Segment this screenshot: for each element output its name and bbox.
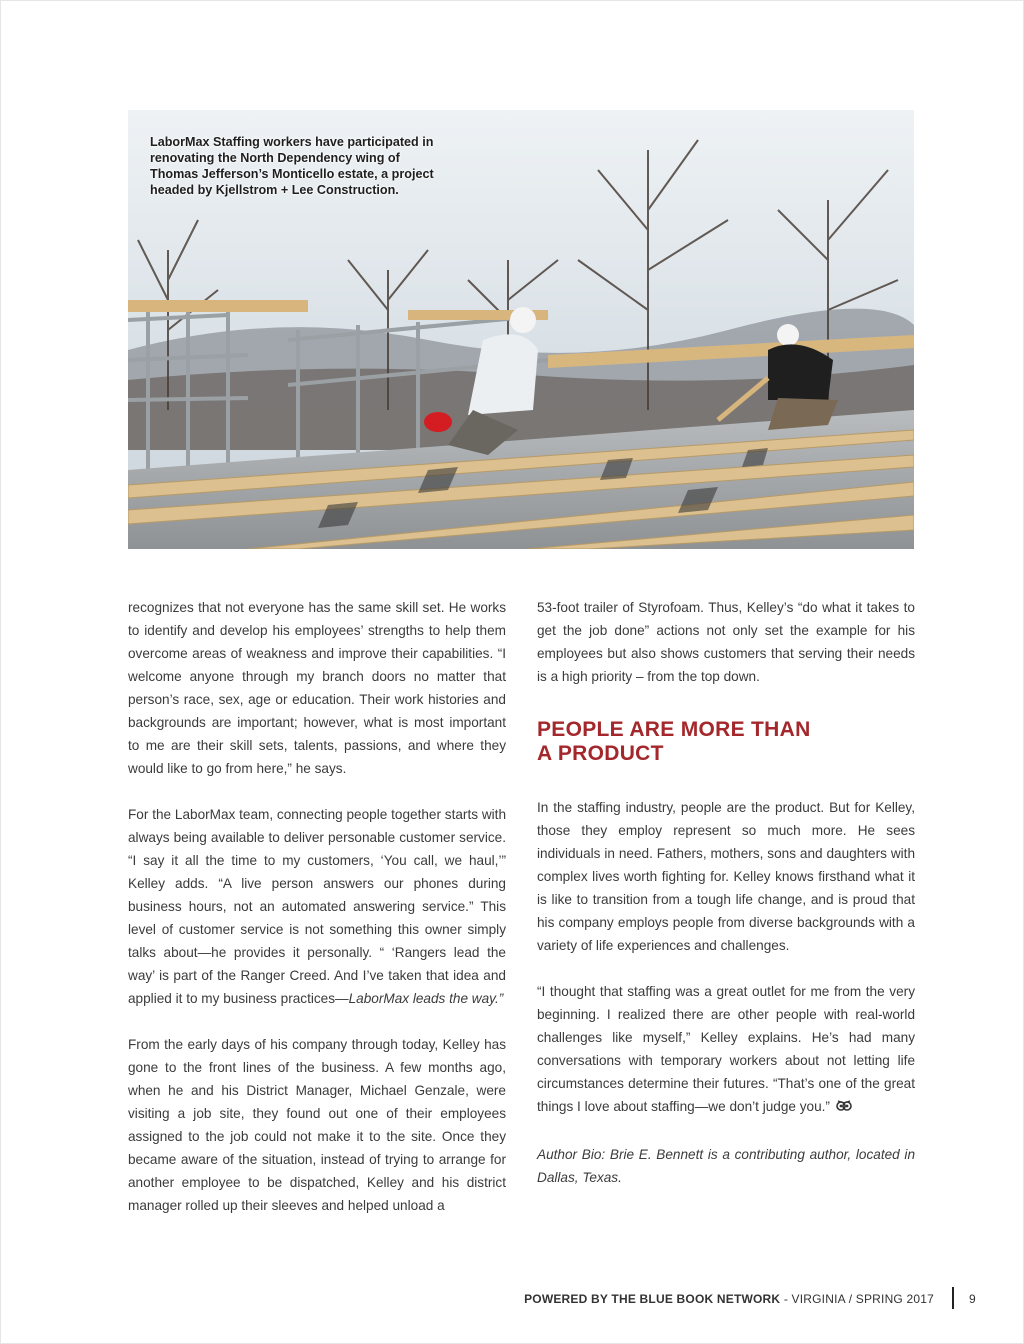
footer-issue: - VIRGINIA / SPRING 2017	[780, 1292, 934, 1306]
right-paragraph-3-text: “I thought that staffing was a great outlet for me from the very beginning. I realized there are other people with real-world challenges like myself,” Kelley explains. He’s had many conversations with temporary workers about not letting life circumstances determine their futures. “That’s one of the great things I love about staffing—we don’t judge you.”	[537, 984, 915, 1114]
section-heading-line-2: A PRODUCT	[537, 742, 664, 765]
right-paragraph-3	[537, 980, 915, 1120]
footer-divider	[952, 1287, 954, 1309]
footer	[524, 1292, 934, 1306]
end-mark-icon	[836, 1097, 852, 1120]
left-paragraph-1: recognizes that not everyone has the same skill set. He works to identify and develop his employees’ strengths to help them overcome areas of weakness and improve their capabilities. “I welcome anyone through my branch doors no matter that person’s race, sex, age or education. Their work histories and backgrounds are important; however, what is most important to me are their skill sets, talents, passions, and where they would like to go from here,” he says.	[128, 600, 506, 776]
section-heading	[537, 718, 915, 766]
page-number: 9	[969, 1292, 976, 1306]
right-paragraph-1: 53-foot trailer of Styrofoam. Thus, Kelley’s “do what it takes to get the job done” actions not only set the example for his employees but also shows customers that serving their needs is a high priority – from the top down.	[537, 600, 915, 684]
left-paragraph-2	[128, 803, 506, 1010]
footer-network: POWERED BY THE BLUE BOOK NETWORK	[524, 1292, 781, 1306]
right-paragraph-2: In the staffing industry, people are the product. But for Kelley, those they employ represent so much more. He sees individuals in need. Fathers, mothers, sons and daughters with complex lives worth fighting for. Kelley knows firsthand what it is like to transition from a tough life change, and is proud that his company employs people from diverse backgrounds with a variety of life experiences and challenges.	[537, 800, 915, 953]
author-bio: Author Bio: Brie E. Bennett is a contributing author, located in Dallas, Texas.	[537, 1147, 915, 1185]
left-paragraph-3: From the early days of his company through today, Kelley has gone to the front lines of the business. A few months ago, when he and his District Manager, Michael Genzale, were visiting a job site, they found out one of their employees assigned to the job could not make it to the site. Once they became aware of the situation, instead of trying to arrange for another employee to be dispatched, Kelley and his district manager rolled up their sleeves and helped unload a	[128, 1037, 506, 1213]
construction-photo	[128, 110, 914, 549]
left-column	[128, 596, 506, 1217]
right-column	[537, 596, 915, 1189]
section-heading-line-1: PEOPLE ARE MORE THAN	[537, 718, 811, 741]
photo-caption: LaborMax Staffing workers have participated in renovating the North Dependency wing of Thomas Jefferson’s Monticello estate, a project headed by Kjellstrom + Lee Construction.	[150, 135, 434, 197]
left-paragraph-2-text: For the LaborMax team, connecting people together starts with always being available to deliver personable customer service. “I say it all the time to my customers, ‘You call, we haul,’” Kelley adds. “A live person answers our phones during business hours, not an automated answering service.” This level of customer service is not something this owner simply talks about—he provides it personally. “ ‘Rangers lead the way’ is part of the Ranger Creed. And I’ve taken that idea and applied it to my business practices—	[128, 807, 506, 1006]
left-paragraph-2-italic: LaborMax leads the way.”	[348, 991, 504, 1006]
